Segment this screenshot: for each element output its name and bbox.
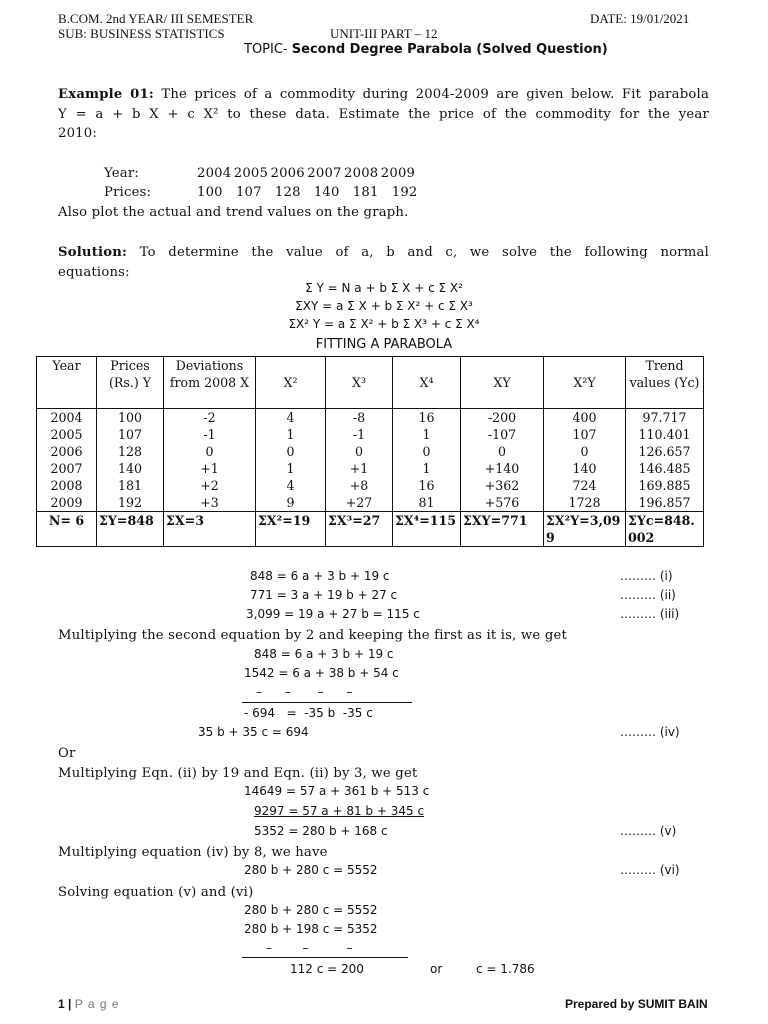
rule-2 [242,957,408,958]
table-cell: 0 [393,443,461,460]
table-cell: -200 [461,409,544,427]
date: DATE: 19/01/2021 [590,11,690,26]
solution-paragraph [58,243,709,282]
example-line-1: Example 01: The prices of a commodity during 2004-2009 are given below. Fit parabola [58,87,709,102]
tag-iv: ……… (iv) [620,725,680,739]
equation-8: 14649 = 57 a + 361 b + 513 c [244,784,430,798]
table-cell: 724 [544,477,626,494]
table-cell: 400 [544,409,626,427]
subject: SUB: BUSINESS STATISTICS [58,26,225,41]
equation-i: 848 = 6 a + 3 b + 19 c [250,569,390,583]
equation-6: - 694 = -35 b -35 c [244,706,373,720]
tag-v: ……… (v) [620,824,677,838]
solution-label: Solution: [58,245,128,260]
table-cell: +362 [461,477,544,494]
step-1: Multiplying the second equation by 2 and keeping the first as it is, we get [58,628,567,643]
table-cell: 16 [393,477,461,494]
topic-line [244,42,608,57]
example-line-3: 2010: [58,126,98,142]
parabola-table [36,356,704,547]
total-y: ΣY=848 [97,512,164,547]
table-cell: 128 [97,443,164,460]
table-cell: 110.401 [626,426,704,443]
header-prices: Prices (Rs.) Y [97,357,164,409]
solution-line-1: Solution: To determine the value of a, b and c, we solve the following normal [58,245,709,260]
table-cell: 97.717 [626,409,704,427]
table-cell: 16 [393,409,461,427]
normal-equation-2: ΣXY = a Σ X + b Σ X² + c Σ X³ [295,299,473,313]
course-line [58,11,253,27]
table-cell: 0 [461,443,544,460]
table-cell: 9 [256,494,326,512]
header-x2y: X²Y [544,357,626,409]
table-cell: -2 [164,409,256,427]
header-trend: Trend values (Yc) [626,357,704,409]
table-cell: +1 [326,460,393,477]
total-x: ΣX=3 [164,512,256,547]
equation-4: 848 = 6 a + 3 b + 19 c [254,647,394,661]
table-cell: 0 [256,443,326,460]
example-label: Example 01: [58,87,154,102]
table-row [37,443,704,460]
equation-9: 9297 = 57 a + 81 b + 345 c [254,804,425,818]
table-cell: 126.657 [626,443,704,460]
normal-equation-3: ΣX² Y = a Σ X² + b Σ X³ + c Σ X⁴ [288,317,480,331]
header-xy: XY [461,357,544,409]
table-header-row [37,357,704,409]
rule-1 [242,702,412,703]
equation-ii: 771 = 3 a + 19 b + 27 c [250,588,398,602]
table-cell: 1 [256,426,326,443]
table-row [37,426,704,443]
total-yc: ΣYc=848.002 [626,512,704,547]
equation-v: 5352 = 280 b + 168 c [254,824,388,838]
table-title: FITTING A PARABOLA [315,337,453,352]
table-row [37,477,704,494]
table-cell: 2006 [37,443,97,460]
equation-iii: 3,099 = 19 a + 27 b = 115 c [246,607,420,621]
table-cell: +576 [461,494,544,512]
table-cell: 0 [326,443,393,460]
plot-note: Also plot the actual and trend values on the graph. [58,205,409,220]
equation-vi: 280 b + 280 c = 5552 [244,863,378,877]
price-values: 100 107 128 140 181 192 [197,185,418,200]
table-cell: 2005 [37,426,97,443]
header-x4: X⁴ [393,357,461,409]
tag-vi: ……… (vi) [620,863,680,877]
table-cell: 100 [97,409,164,427]
header-year: Year [37,357,97,409]
table-cell: +1 [164,460,256,477]
table-row [37,494,704,512]
or-label: Or [58,746,76,761]
equation-5: 1542 = 6 a + 38 b + 54 c [244,666,399,680]
table-row [37,460,704,477]
equation-12: 280 b + 280 c = 5552 [244,903,378,917]
page-number: 1 | P a g e [58,997,120,1011]
example-paragraph [58,85,709,144]
tag-i: ……… (i) [620,569,673,583]
table-cell: 4 [256,477,326,494]
solution-line-2: equations: [58,264,130,280]
table-cell: +8 [326,477,393,494]
topic-title: Second Degree Parabola (Solved Question) [291,42,608,57]
total-x4: ΣX⁴=115 [393,512,461,547]
table-cell: -1 [326,426,393,443]
table-cell: 107 [97,426,164,443]
or-word: or [430,962,443,976]
table-cell: 1 [393,426,461,443]
table-cell: 81 [393,494,461,512]
table-cell: 2004 [37,409,97,427]
table-cell: -8 [326,409,393,427]
equation-iv: 35 b + 35 c = 694 [198,725,309,739]
table-cell: 140 [544,460,626,477]
course: B.COM. 2nd YEAR/ III SEMESTER [58,11,254,26]
step-3: Multiplying equation (iv) by 8, we have [58,845,328,860]
year-label: Year: [104,166,139,181]
table-cell: 192 [97,494,164,512]
table-cell: 140 [97,460,164,477]
table-cell: +140 [461,460,544,477]
table-cell: 2008 [37,477,97,494]
table-cell: -107 [461,426,544,443]
equation-14: 112 c = 200 [290,962,364,976]
table-cell: 1 [256,460,326,477]
table-row [37,409,704,427]
unit: UNIT-III PART – 12 [330,26,438,41]
total-xy: ΣXY=771 [461,512,544,547]
tag-ii: ……… (ii) [620,588,676,602]
header-x3: X³ [326,357,393,409]
prepared-by: Prepared by SUMIT BAIN [565,997,708,1011]
table-cell: 169.885 [626,477,704,494]
total-x3: ΣX³=27 [326,512,393,547]
table-cell: 1728 [544,494,626,512]
table-cell: +3 [164,494,256,512]
topic-prefix: TOPIC- [244,42,288,57]
prices-label: Prices: [104,185,152,200]
equation-15: c = 1.786 [476,962,535,976]
subtraction-signs-2: – – – [266,941,353,955]
table-cell: 1 [393,460,461,477]
year-values: 2004 2005 2006 2007 2008 2009 [197,166,416,181]
normal-equation-1: Σ Y = N a + b Σ X + c Σ X² [305,281,463,295]
table-cell: 2009 [37,494,97,512]
step-4: Solving equation (v) and (vi) [58,885,254,900]
header-deviations: Deviations from 2008 X [164,357,256,409]
table-cell: 146.485 [626,460,704,477]
table-cell: 181 [97,477,164,494]
table-cell: 0 [164,443,256,460]
table-cell: 0 [544,443,626,460]
totals-row [37,512,704,547]
table-cell: +27 [326,494,393,512]
table-cell: 196.857 [626,494,704,512]
table-cell: 2007 [37,460,97,477]
example-line-2: Y = a + b X + c X² to these data. Estimate the price of the commodity for the year [58,106,709,122]
subtraction-signs-1: – – – – [256,685,353,699]
equation-13: 280 b + 198 c = 5352 [244,922,378,936]
table-cell: 107 [544,426,626,443]
table-cell: 4 [256,409,326,427]
tag-iii: ……… (iii) [620,607,680,621]
total-x2y: ΣX²Y=3,099 [544,512,626,547]
total-n: N= 6 [37,512,97,547]
total-x2: ΣX²=19 [256,512,326,547]
step-2: Multiplying Eqn. (ii) by 19 and Eqn. (ii) by 3, we get [58,766,418,781]
table-cell: -1 [164,426,256,443]
header-x2: X² [256,357,326,409]
table-cell: +2 [164,477,256,494]
